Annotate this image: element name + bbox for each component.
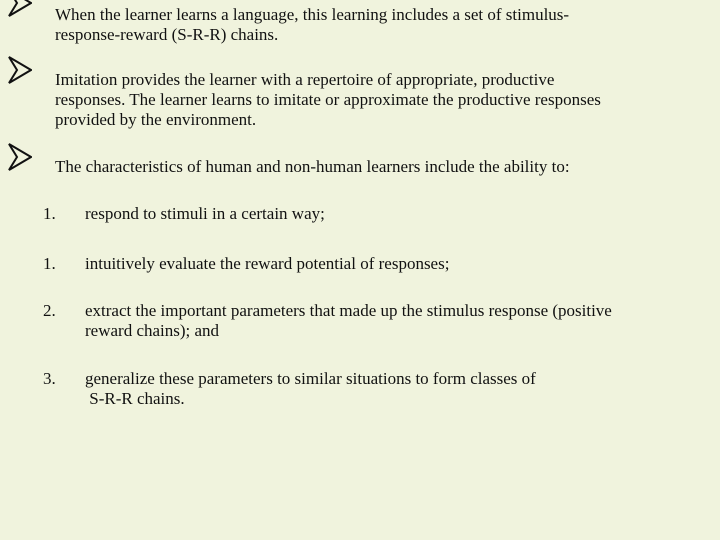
bullet-text-2	[55, 70, 710, 130]
item-number: 1.	[43, 254, 56, 273]
item-number: 1.	[43, 204, 56, 223]
bullet-text-3	[55, 157, 710, 177]
item-2-line-1: intuitively evaluate the reward potential of responses;	[85, 254, 450, 273]
item-number: 3.	[43, 369, 56, 388]
arrowhead-bullet-icon	[8, 55, 32, 85]
bullet-1-line-1: When the learner learns a language, this learning includes a set of stimulus-	[55, 5, 570, 24]
item-text	[85, 204, 715, 224]
bullet-text-1	[55, 5, 710, 45]
bullet-1-line-2: response-reward (S-R-R) chains.	[55, 25, 279, 44]
item-text	[85, 301, 715, 341]
item-text	[85, 254, 715, 274]
bullet-2-line-3: provided by the environment.	[55, 110, 257, 129]
item-number: 2.	[43, 301, 56, 320]
item-4-line-1: generalize these parameters to similar situations to form classes of	[85, 369, 536, 388]
item-1-line-1: respond to stimuli in a certain way;	[85, 204, 325, 223]
item-3-line-2: reward chains); and	[85, 321, 220, 340]
arrowhead-bullet-icon	[8, 142, 32, 172]
item-3-line-1: extract the important parameters that made up the stimulus response (positive	[85, 301, 612, 320]
bullet-2-line-2: responses. The learner learns to imitate or approximate the productive responses	[55, 90, 601, 109]
bullet-3-line-1: The characteristics of human and non-human learners include the ability to:	[55, 157, 570, 176]
arrowhead-bullet-icon	[8, 0, 32, 18]
bullet-2-line-1: Imitation provides the learner with a repertoire of appropriate, productive	[55, 70, 555, 89]
item-text	[85, 369, 715, 409]
item-4-line-2: S-R-R chains.	[85, 389, 185, 408]
